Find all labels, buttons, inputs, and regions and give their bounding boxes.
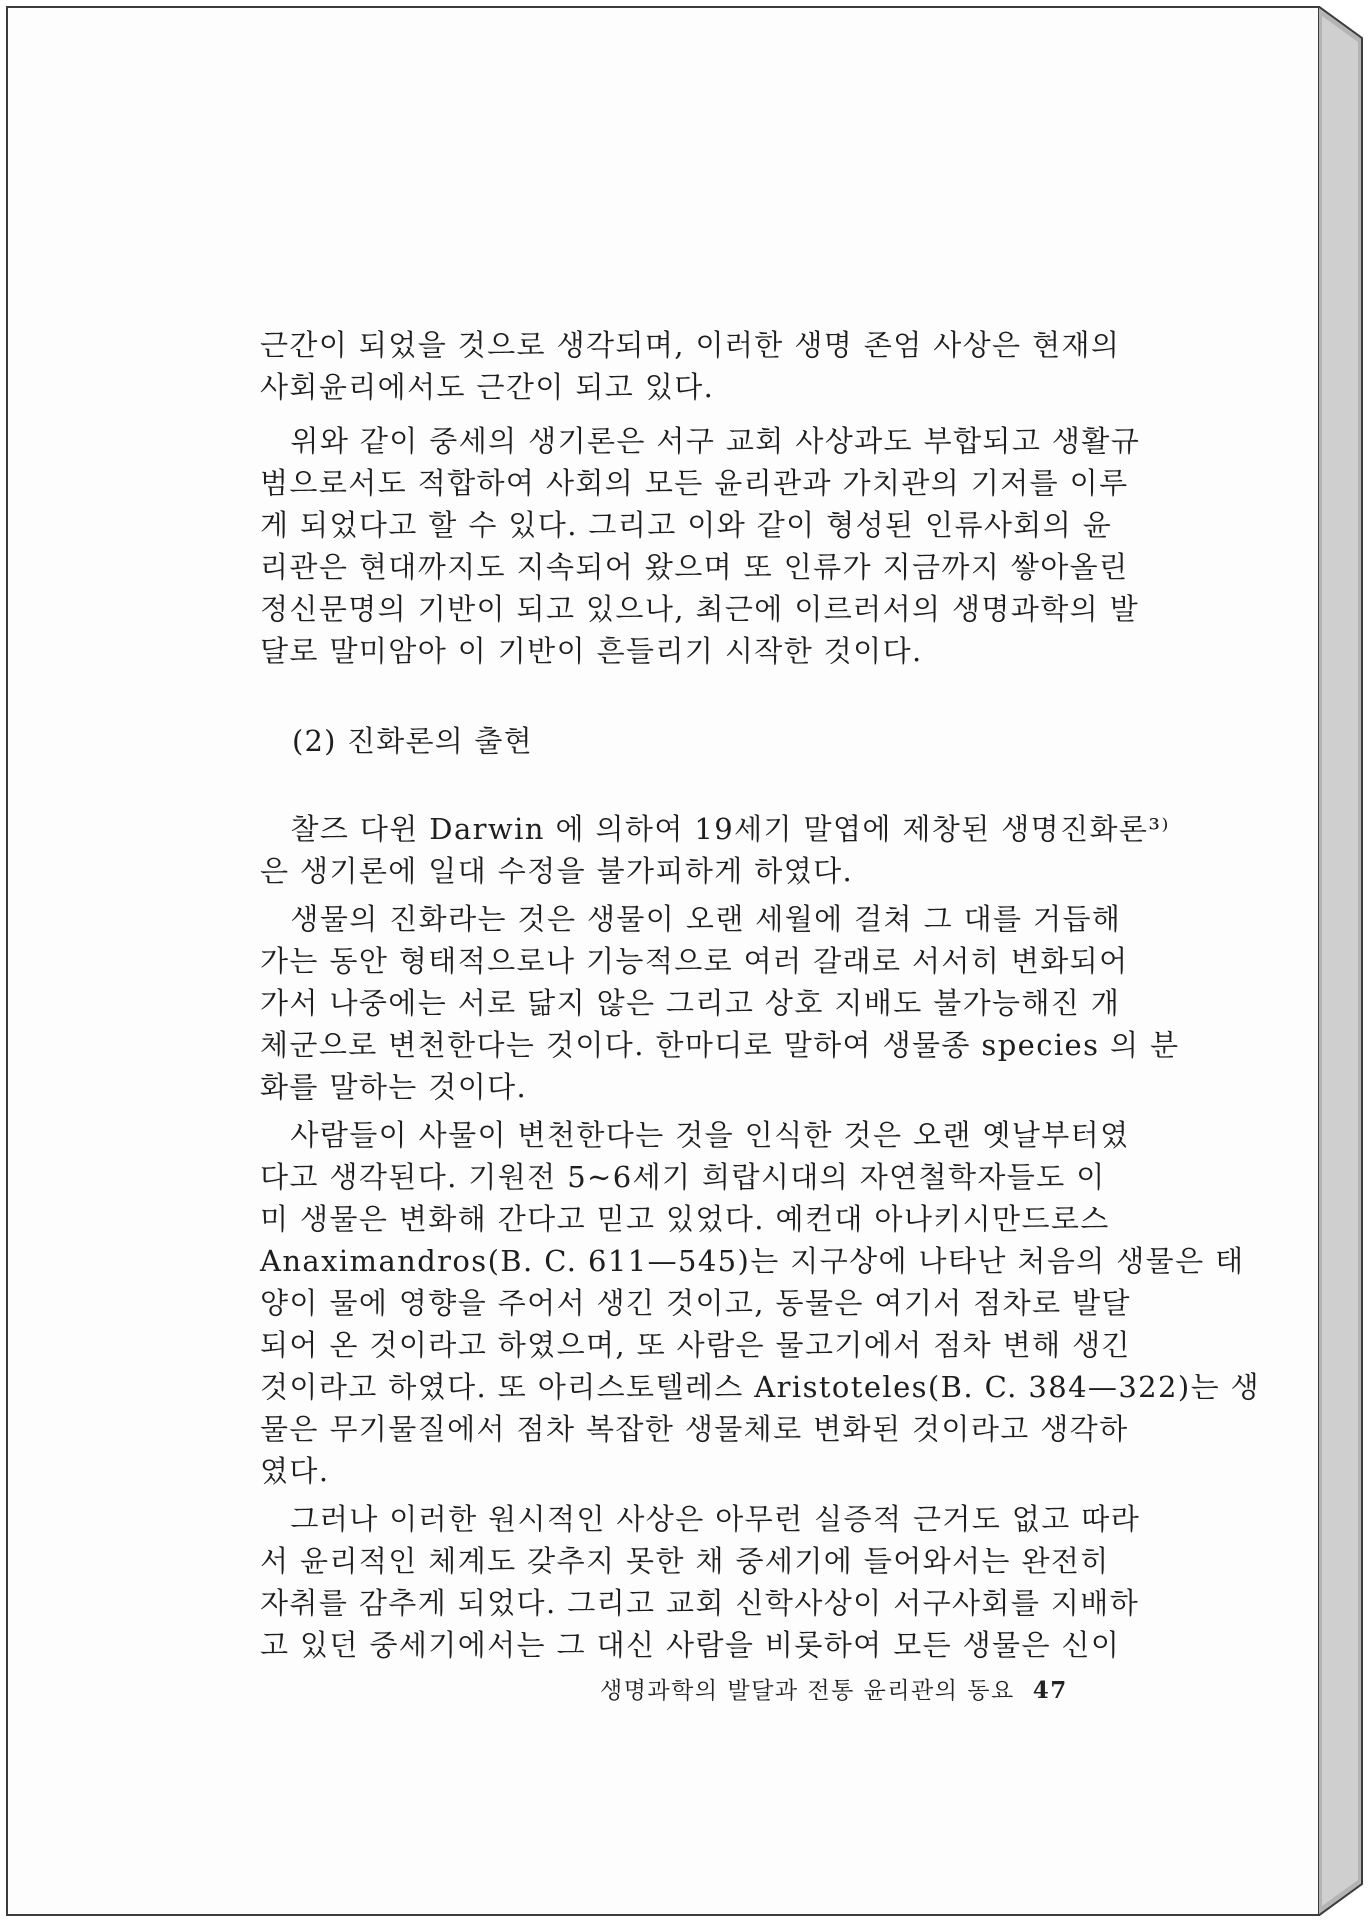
body-line: 체군으로 변천한다는 것이다. 한마디로 말하여 생물종 species 의 분: [260, 1028, 1180, 1062]
body-line: 다고 생각된다. 기원전 5∼6세기 희랍시대의 자연철학자들도 이: [260, 1160, 1106, 1194]
body-line: 찰즈 다윈 Darwin 에 의하여 19세기 말엽에 제창된 생명진화론³⁾: [260, 812, 1170, 846]
body-line: 리관은 현대까지도 지속되어 왔으며 또 인류가 지금까지 쌓아올린: [260, 550, 1129, 584]
body-line: 였다.: [260, 1454, 330, 1488]
running-title: 생명과학의 발달과 전통 윤리관의 동요: [600, 1678, 1015, 1704]
body-line: 범으로서도 적합하여 사회의 모든 윤리관과 가치관의 기저를 이루: [260, 466, 1129, 500]
body-line: 미 생물은 변화해 간다고 믿고 있었다. 예컨대 아나키시만드로스: [260, 1202, 1110, 1236]
body-line: 달로 말미암아 이 기반이 흔들리기 시작한 것이다.: [260, 634, 923, 668]
body-line: 고 있던 중세기에서는 그 대신 사람을 비롯하여 모든 생물은 신이: [260, 1628, 1121, 1662]
body-line: 생물의 진화라는 것은 생물이 오랜 세월에 걸쳐 그 대를 거듭해: [260, 902, 1122, 936]
body-line: 자취를 감추게 되었다. 그리고 교회 신학사상이 서구사회를 지배하: [260, 1586, 1140, 1620]
body-line: 게 되었다고 할 수 있다. 그리고 이와 같이 형성된 인류사회의 윤: [260, 508, 1113, 542]
section-heading: (2) 진화론의 출현: [292, 724, 533, 758]
body-line: Anaximandros(B. C. 611—545)는 지구상에 나타난 처음의 생물은 태: [260, 1244, 1245, 1278]
body-line: 것이라고 하였다. 또 아리스토텔레스 Aristoteles(B. C. 384—322)는 생: [260, 1370, 1261, 1404]
body-line: 사람들이 사물이 변천한다는 것을 인식한 것은 오랜 옛날부터였: [260, 1118, 1130, 1152]
page-footer: [600, 1672, 1068, 1705]
body-line: 가서 나중에는 서로 닮지 않은 그리고 상호 지배도 불가능해진 개: [260, 986, 1121, 1020]
body-line: 서 윤리적인 체계도 갖추지 못한 채 중세기에 들어와서는 완전히: [260, 1544, 1110, 1578]
body-line: 되어 온 것이라고 하였으며, 또 사람은 물고기에서 점차 변해 생긴: [260, 1328, 1131, 1362]
body-line: 화를 말하는 것이다.: [260, 1070, 528, 1104]
body-line: 위와 같이 중세의 생기론은 서구 교회 사상과도 부합되고 생활규: [260, 424, 1141, 458]
body-line: 정신문명의 기반이 되고 있으나, 최근에 이르러서의 생명과학의 발: [260, 592, 1140, 626]
body-line: 근간이 되었을 것으로 생각되며, 이러한 생명 존엄 사상은 현재의: [260, 328, 1121, 362]
book-page: [6, 6, 1320, 1916]
body-line: 은 생기론에 일대 수정을 불가피하게 하였다.: [260, 854, 854, 888]
page-stack-edge: [1318, 6, 1366, 1916]
page-number: 47: [1032, 1677, 1068, 1704]
body-line: 그러나 이러한 원시적인 사상은 아무런 실증적 근거도 없고 따라: [260, 1502, 1141, 1536]
body-line: 가는 동안 형태적으로나 기능적으로 여러 갈래로 서서히 변화되어: [260, 944, 1129, 978]
body-line: 양이 물에 영향을 주어서 생긴 것이고, 동물은 여기서 점차로 발달: [260, 1286, 1131, 1320]
body-line: 물은 무기물질에서 점차 복잡한 생물체로 변화된 것이라고 생각하: [260, 1412, 1129, 1446]
body-line: 사회윤리에서도 근간이 되고 있다.: [260, 370, 715, 404]
